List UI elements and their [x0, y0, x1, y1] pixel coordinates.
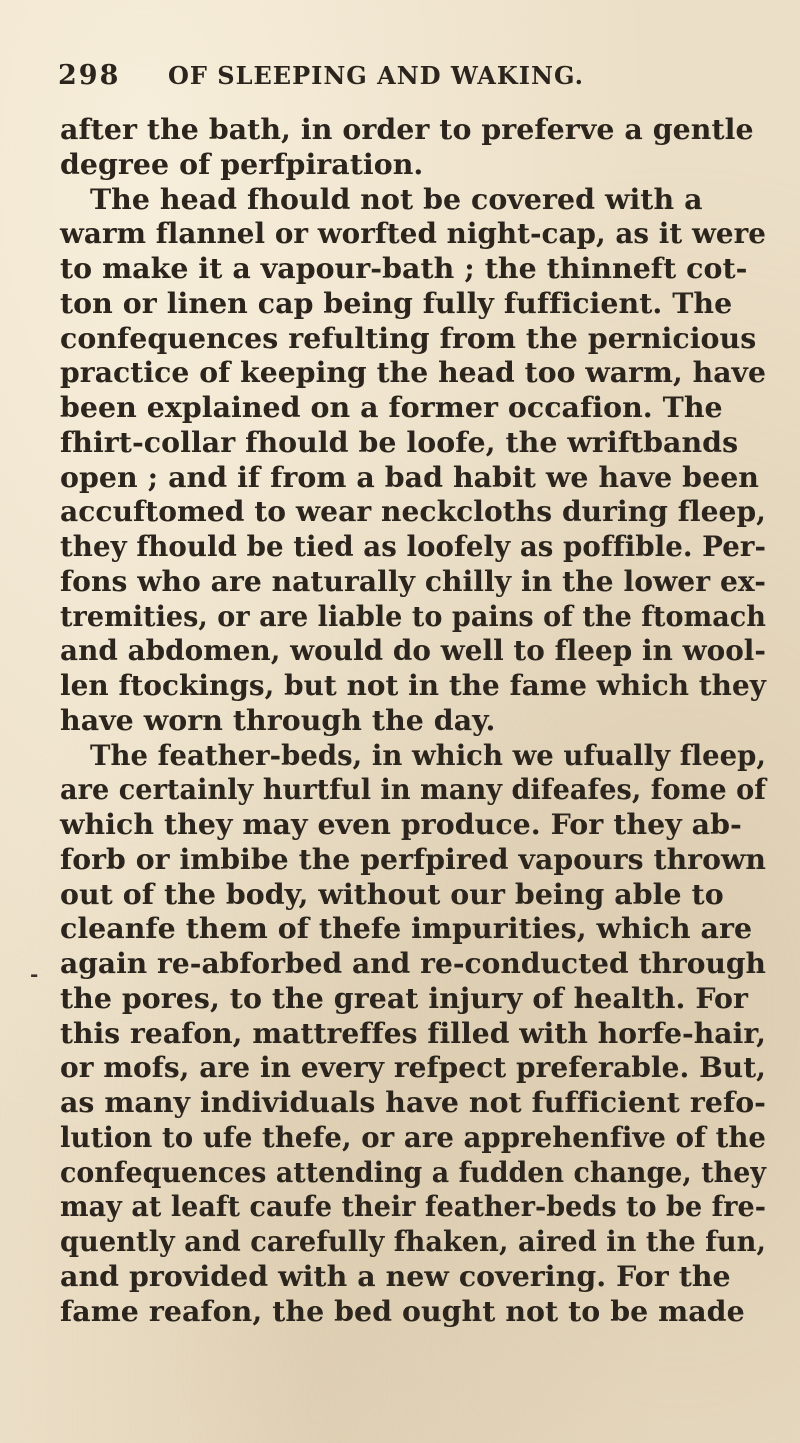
text-line: they fhould be tied as loofely as poffible. Per-	[60, 529, 766, 563]
text-line: accuftomed to wear neckcloths during fleep,	[60, 494, 766, 529]
text-line: warm flannel or worfted night-cap, as it were	[60, 216, 766, 251]
text-line: confequences attending a fudden change, they	[60, 1154, 766, 1189]
text-line: The feather-beds, in which we ufually fleep,	[90, 737, 766, 772]
text-line: lution to ufe thefe, or are apprehenfive of the	[60, 1119, 766, 1154]
text-line: this reafon, mattreffes filled with horfe-hair,	[60, 1015, 766, 1050]
text-line: and provided with a new covering. For the	[60, 1258, 731, 1293]
text-line: practice of keeping the head too warm, have	[60, 355, 766, 390]
running-head	[58, 60, 758, 100]
text-line: may at leaft caufe their feather-beds to be fre-	[60, 1189, 766, 1224]
text-line: which they may even produce. For they ab-	[60, 807, 742, 841]
running-title: OF SLEEPING AND WAKING.	[168, 61, 584, 90]
text-line: degree of perfpiration.	[60, 146, 424, 181]
margin-mark: -	[30, 962, 39, 986]
text-line: confequences refulting from the pernicious	[60, 320, 757, 355]
text-line: out of the body, without our being able to	[60, 876, 724, 911]
text-line: again re-abforbed and re-conducted through	[60, 946, 766, 980]
text-line: been explained on a former occafion. The	[60, 390, 723, 424]
text-line: quently and carefully fhaken, aired in the fun,	[60, 1224, 766, 1258]
text-line: as many individuals have not fufficient refo-	[60, 1085, 766, 1119]
text-line: or mofs, are in every refpect preferable. But,	[60, 1050, 766, 1085]
text-line: tremities, or are liable to pains of the ftomach	[60, 598, 766, 633]
text-line: and abdomen, would do well to fleep in wool-	[60, 633, 766, 668]
text-line: the pores, to the great injury of health. For	[60, 980, 749, 1015]
text-line: cleanfe them of thefe impurities, which are	[60, 911, 753, 946]
text-line: fons who are naturally chilly in the lower ex-	[60, 563, 766, 598]
text-line: open ; and if from a bad habit we have been	[60, 459, 759, 494]
text-line: fame reafon, the bed ought not to be made	[60, 1293, 745, 1328]
body-text	[60, 112, 766, 1328]
text-line: ton or linen cap being fully fufficient. The	[60, 285, 733, 320]
page-number: 298	[58, 60, 121, 91]
text-line: forb or imbibe the perfpired vapours thrown	[60, 841, 766, 876]
text-line: are certainly hurtful in many difeafes, fome of	[60, 772, 766, 807]
text-line: have worn through the day.	[60, 702, 496, 737]
text-line: to make it a vapour-bath ; the thinneft cot-	[60, 251, 748, 285]
text-line: len ftockings, but not in the fame which they	[60, 668, 766, 702]
text-line: after the bath, in order to preferve a gentle	[60, 112, 754, 146]
text-line: The head fhould not be covered with a	[90, 181, 703, 216]
text-line: fhirt-collar fhould be loofe, the wriftbands	[60, 424, 739, 459]
